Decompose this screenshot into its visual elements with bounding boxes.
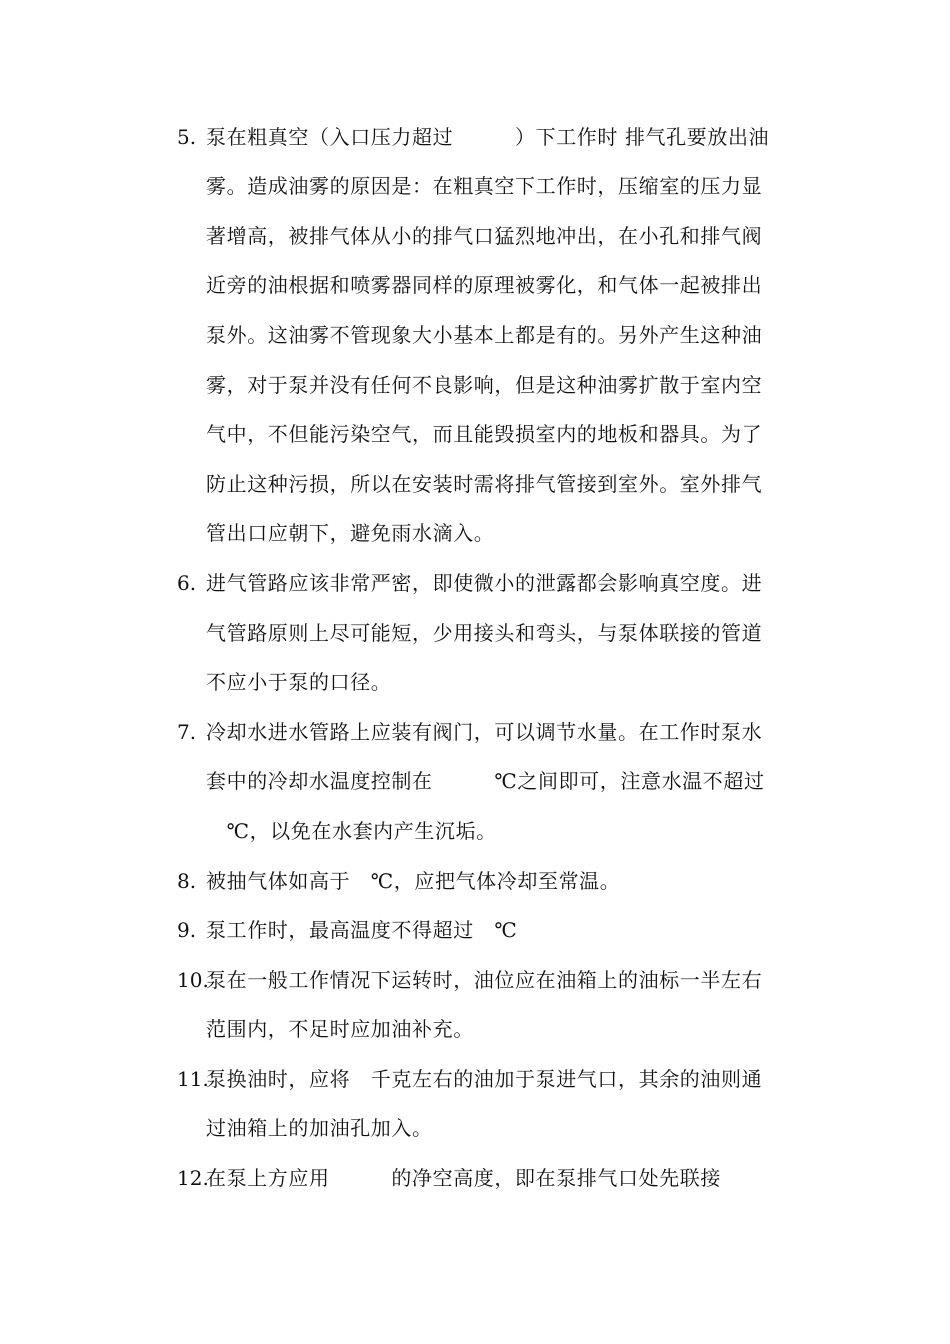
text-line: 泵在粗真空（入口压力超过 ）下工作时 排气孔要放出油 [206, 125, 770, 149]
text-line: 套中的冷却水温度控制在 ℃之间即可，注意水温不超过 [206, 769, 765, 793]
item-number: 10. [177, 968, 209, 992]
text-line: ℃，以免在水套内产生沉垢。 [206, 819, 497, 843]
item-number: 11. [177, 1067, 209, 1091]
text-line: 泵工作时，最高温度不得超过 ℃ [206, 918, 518, 942]
text-line: 范围内，不足时应加油补充。 [206, 1017, 474, 1041]
text-line: 雾，对于泵并没有任何不良影响，但是这种油雾扩散于室内空 [206, 373, 763, 397]
item-number: 12. [177, 1166, 209, 1190]
text-line: 泵在一般工作情况下运转时，油位应在油箱上的油标一半左右 [206, 968, 763, 992]
text-line: 管出口应朝下，避免雨水滴入。 [206, 521, 495, 545]
text-line: 著增高，被排气体从小的排气口猛烈地冲出，在小孔和排气阀 [206, 224, 763, 248]
text-line: 泵外。这油雾不管现象大小基本上都是有的。另外产生这种油 [206, 323, 763, 347]
text-line: 冷却水进水管路上应装有阀门，可以调节水量。在工作时泵水 [206, 720, 763, 744]
text-line: 过油箱上的加油孔加入。 [206, 1116, 433, 1140]
text-line: 气管路原则上尽可能短，少用接头和弯头，与泵体联接的管道 [206, 621, 763, 645]
text-line: 气中，不但能污染空气，而且能毁损室内的地板和器具。为了 [206, 422, 763, 446]
text-line: 雾。造成油雾的原因是：在粗真空下工作时，压缩室的压力显 [206, 174, 763, 198]
text-line: 被抽气体如高于 ℃，应把气体冷却至常温。 [206, 869, 621, 893]
text-line: 不应小于泵的口径。 [206, 670, 392, 694]
text-line: 进气管路应该非常严密，即使微小的泄露都会影响真空度。进 [206, 571, 763, 595]
text-line: 在泵上方应用 的净空高度，即在泵排气口处先联接 [206, 1166, 721, 1190]
item-number: 9. [177, 918, 197, 942]
text-line: 近旁的油根据和喷雾器同样的原理被雾化，和气体一起被排出 [206, 273, 763, 297]
text-line: 泵换油时，应将 千克左右的油加于泵进气口，其余的油则通 [206, 1067, 763, 1091]
item-number: 7. [177, 720, 197, 744]
text-line: 防止这种污损，所以在安装时需将排气管接到室外。室外排气 [206, 472, 763, 496]
item-number: 8. [177, 869, 197, 893]
item-number: 6. [177, 571, 197, 595]
item-number: 5. [177, 125, 197, 149]
